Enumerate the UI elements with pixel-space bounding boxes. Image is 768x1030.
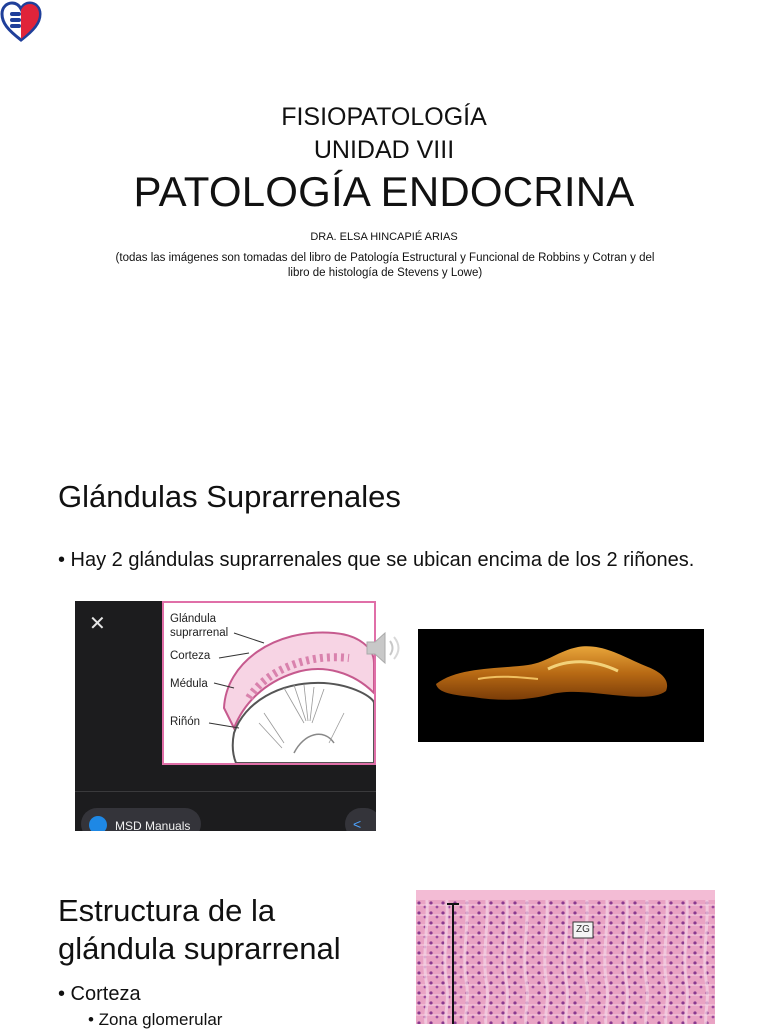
globe-icon bbox=[89, 816, 107, 831]
share-icon[interactable]: < bbox=[345, 808, 376, 831]
histology-micrograph bbox=[416, 890, 715, 1024]
title-line-2: glándula suprarrenal bbox=[58, 931, 341, 966]
bullet-corteza: • Corteza bbox=[58, 983, 141, 1005]
msd-screenshot-image bbox=[75, 601, 376, 831]
label-rinon: Riñón bbox=[170, 716, 201, 728]
speaker-icon[interactable] bbox=[364, 628, 404, 668]
slide-title-estructura bbox=[58, 892, 341, 968]
course-title: FISIOPATOLOGÍA bbox=[281, 103, 487, 131]
slide-title-glandulas: Glándulas Suprarrenales bbox=[58, 479, 401, 514]
heart-logo-icon bbox=[0, 0, 42, 44]
label-suprarrenal: suprarrenal bbox=[170, 627, 229, 639]
label-corteza: Corteza bbox=[170, 650, 211, 662]
zg-label: ZG bbox=[576, 924, 590, 935]
presentation-title: PATOLOGÍA ENDOCRINA bbox=[133, 168, 635, 215]
bullet-location: • Hay 2 glándulas suprarrenales que se ubican encima de los 2 riñones. bbox=[58, 549, 695, 571]
msd-manuals-button[interactable] bbox=[81, 808, 201, 831]
title-line-1: Estructura de la bbox=[58, 893, 276, 928]
bullet-zona-glomerular: • Zona glomerular bbox=[88, 1010, 223, 1029]
image-source-note: (todas las imágenes son tomadas del libro de Patología Estructural y Funcional de Robbins y Cotran y del libro de histología de Stevens y Lowe) bbox=[115, 252, 655, 279]
label-glandula: Glándula bbox=[170, 613, 217, 625]
label-medula: Médula bbox=[170, 678, 208, 690]
adrenal-gland-photo bbox=[418, 629, 704, 742]
close-icon: ✕ bbox=[89, 613, 106, 635]
divider bbox=[75, 791, 376, 792]
unit-title: UNIDAD VIII bbox=[313, 136, 455, 164]
author-name: DRA. ELSA HINCAPIÉ ARIAS bbox=[310, 231, 458, 243]
adrenal-diagram bbox=[162, 601, 376, 765]
msd-manuals-label: MSD Manuals bbox=[115, 819, 191, 831]
